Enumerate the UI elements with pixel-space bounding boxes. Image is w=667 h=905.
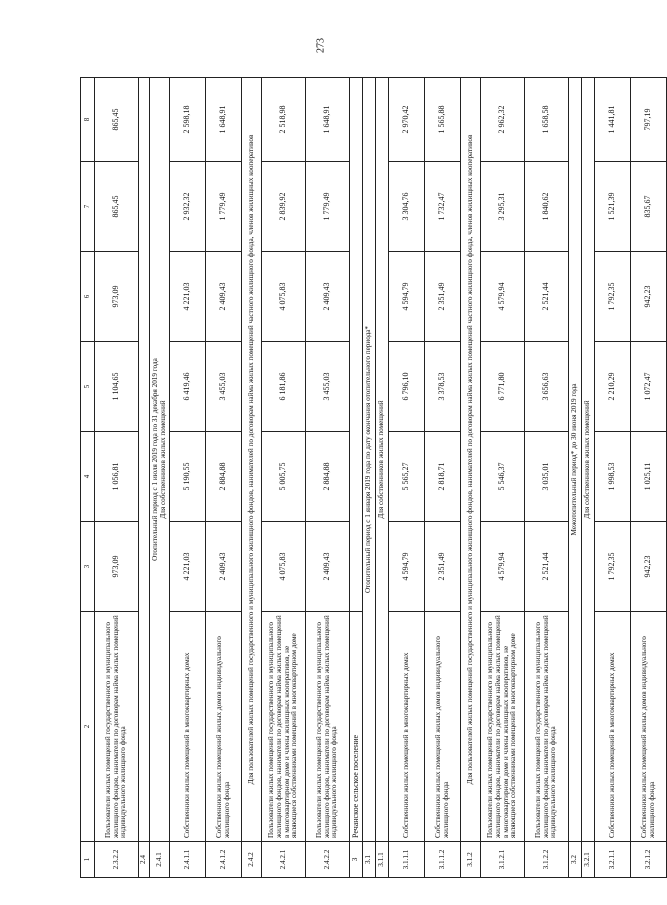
value-cell: 4 075,83 xyxy=(262,252,306,342)
value-cell: 3 378,53 xyxy=(425,342,461,432)
value-cell: 1 732,47 xyxy=(425,162,461,252)
value-cell: 865,45 xyxy=(95,162,139,252)
value-cell: 2 598,18 xyxy=(170,78,206,162)
row-code: 3.2 xyxy=(569,842,582,878)
value-cell: 5 565,27 xyxy=(389,432,425,522)
row-name: Пользователи жилых помещений государственного и муниципального жилищного фондов, наниматели по договорам найма жилых помещений индивидуального жилищного фонда xyxy=(525,612,569,842)
row-code: 2.4 xyxy=(139,842,150,878)
row-name: Пользователи жилых помещений государственного и муниципального жилищного фондов, наниматели по договорам найма жилых помещений индивидуального жилищного фонда xyxy=(95,612,139,842)
header-cell: 5 xyxy=(81,342,95,432)
value-cell: 3 295,31 xyxy=(481,162,525,252)
value-cell: 2 351,49 xyxy=(425,252,461,342)
value-cell: 1 792,35 xyxy=(595,522,631,612)
value-cell: 3 304,76 xyxy=(389,162,425,252)
row-code: 2.4.2.1 xyxy=(262,842,306,878)
value-cell: 1 779,49 xyxy=(306,162,350,252)
value-cell: 1 441,81 xyxy=(595,78,631,162)
row-name: Собственники жилых помещений в многоквартирных домах xyxy=(389,612,425,842)
row-name: Собственники жилых помещений жилых домов индивидуального жилищного фонда xyxy=(631,612,667,842)
table-row xyxy=(389,78,425,878)
table-row xyxy=(139,78,150,878)
value-cell: 1 056,81 xyxy=(95,432,139,522)
value-cell: 2 409,43 xyxy=(206,522,242,612)
row-code: 3.2.1 xyxy=(582,842,595,878)
value-cell: 1 521,39 xyxy=(595,162,631,252)
section-header xyxy=(582,78,595,842)
value-cell: 4 075,83 xyxy=(262,522,306,612)
settlement-name: Речанское сельское поселение xyxy=(350,612,363,842)
value-cell: 2 521,44 xyxy=(525,252,569,342)
table-row xyxy=(350,78,363,878)
value-cell: 1 648,91 xyxy=(206,78,242,162)
value-cell: 797,19 xyxy=(631,78,667,162)
value-cell: 2 521,44 xyxy=(525,522,569,612)
value-cell: 973,09 xyxy=(95,522,139,612)
value-cell: 4 221,03 xyxy=(170,522,206,612)
section-header xyxy=(376,78,389,842)
row-code: 3.1.1.1 xyxy=(389,842,425,878)
value-cell: 1 998,53 xyxy=(595,432,631,522)
value-cell: 865,45 xyxy=(95,78,139,162)
section-text: Для пользователей жилых помещений государственного и муниципального жилищного фондов, нанимателей по договорам найма жилых помещений частного жилищного фонда, членов жилищных кооперативов xyxy=(246,134,255,785)
row-code: 3.1.2.2 xyxy=(525,842,569,878)
row-code: 2.3.2.2 xyxy=(95,842,139,878)
value-cell: 1 072,47 xyxy=(631,342,667,432)
value-cell: 835,67 xyxy=(631,162,667,252)
tariff-table xyxy=(80,77,667,878)
value-cell: 2 210,29 xyxy=(595,342,631,432)
table-row xyxy=(170,78,206,878)
row-code: 3.1.2.1 xyxy=(481,842,525,878)
row-name: Собственники жилых помещений жилых домов индивидуального жилищного фонда xyxy=(425,612,461,842)
row-name: Собственники жилых помещений в многоквартирных домах xyxy=(595,612,631,842)
table-row xyxy=(376,78,389,878)
value-cell: 1 658,58 xyxy=(525,78,569,162)
section-header xyxy=(569,78,582,842)
row-code: 3.1.1.2 xyxy=(425,842,461,878)
table-row xyxy=(306,78,350,878)
table-row xyxy=(95,78,139,878)
period-heading: Отопительный период с 1 июля 2019 года по 31 декабря 2019 года xyxy=(150,358,159,561)
value-cell: 1 025,11 xyxy=(631,432,667,522)
value-cell: 2 518,98 xyxy=(262,78,306,162)
row-code: 3.1.2 xyxy=(461,842,481,878)
row-code: 3.1.1 xyxy=(376,842,389,878)
value-cell: 1 565,88 xyxy=(425,78,461,162)
section-text: Для собственников жилых помещений xyxy=(377,400,386,519)
table-body xyxy=(81,78,667,878)
value-cell: 6 181,86 xyxy=(262,342,306,432)
table-row xyxy=(425,78,461,878)
value-cell: 1 104,65 xyxy=(95,342,139,432)
value-cell: 4 594,79 xyxy=(389,252,425,342)
row-name: Собственники жилых помещений жилых домов индивидуального жилищного фонда xyxy=(206,612,242,842)
section-text: Для пользователей жилых помещений государственного и муниципального жилищного фондов, нанимателей по договорам найма жилых помещений частного жилищного фонда, членов жилищных кооперативов xyxy=(465,134,474,785)
section-text: Для собственников жилых помещений xyxy=(583,400,592,519)
row-code: 3.1 xyxy=(363,842,376,878)
header-cell: 1 xyxy=(81,842,95,878)
value-cell: 3 035,01 xyxy=(525,432,569,522)
row-code: 3.2.1.2 xyxy=(631,842,667,878)
section-text: Межотопительный период* до 30 июня 2019 года xyxy=(570,383,579,536)
row-code: 2.4.1.1 xyxy=(170,842,206,878)
row-code: 2.4.2 xyxy=(242,842,262,878)
table-row xyxy=(525,78,569,878)
row-code: 2.4.2.2 xyxy=(306,842,350,878)
header-cell: 8 xyxy=(81,78,95,162)
header-cell: 4 xyxy=(81,432,95,522)
value-cell: 2 409,43 xyxy=(306,522,350,612)
value-cell: 1 792,35 xyxy=(595,252,631,342)
section-header xyxy=(150,78,170,842)
section-header xyxy=(363,78,376,842)
row-name: Пользователи жилых помещений государственного и муниципального жилищного фондов, наниматели по договорам найма жилых помещений в многоквартирном доме и члены жилищных кооперативов, не являющиеся собственниками помещений в многоквартирном доме xyxy=(481,612,525,842)
header-cell: 2 xyxy=(81,612,95,842)
section-header xyxy=(242,78,262,842)
value-cell: 2 351,49 xyxy=(425,522,461,612)
value-cell: 3 455,03 xyxy=(206,342,242,432)
value-cell: 2 970,42 xyxy=(389,78,425,162)
value-cell: 5 546,37 xyxy=(481,432,525,522)
value-cell: 2 839,92 xyxy=(262,162,306,252)
table-row xyxy=(363,78,376,878)
header-row xyxy=(81,78,95,878)
empty-cell xyxy=(350,78,363,612)
row-name: Собственники жилых помещений в многоквартирных домах xyxy=(170,612,206,842)
table-row xyxy=(481,78,525,878)
table-row xyxy=(461,78,481,878)
header-cell: 7 xyxy=(81,162,95,252)
row-code: 3.2.1.1 xyxy=(595,842,631,878)
value-cell: 2 884,88 xyxy=(206,432,242,522)
value-cell: 4 594,79 xyxy=(389,522,425,612)
value-cell: 1 840,62 xyxy=(525,162,569,252)
value-cell: 6 796,10 xyxy=(389,342,425,432)
table-row xyxy=(242,78,262,878)
table-row xyxy=(150,78,170,878)
header-cell: 6 xyxy=(81,252,95,342)
value-cell: 4 579,94 xyxy=(481,522,525,612)
value-cell: 5 005,75 xyxy=(262,432,306,522)
empty-cell xyxy=(139,78,150,842)
row-code: 2.4.1.2 xyxy=(206,842,242,878)
value-cell: 1 779,49 xyxy=(206,162,242,252)
value-cell: 3 455,03 xyxy=(306,342,350,432)
value-cell: 2 884,88 xyxy=(306,432,350,522)
table-row xyxy=(569,78,582,878)
table-row xyxy=(206,78,242,878)
table-row xyxy=(262,78,306,878)
table-row xyxy=(582,78,595,878)
value-cell: 1 648,91 xyxy=(306,78,350,162)
row-code: 2.4.1 xyxy=(150,842,170,878)
value-cell: 4 221,03 xyxy=(170,252,206,342)
value-cell: 942,23 xyxy=(631,252,667,342)
row-name: Пользователи жилых помещений государственного и муниципального жилищного фондов, наниматели по договорам найма жилых помещений индивидуального жилищного фонда xyxy=(306,612,350,842)
table-row xyxy=(595,78,631,878)
section-header xyxy=(461,78,481,842)
row-code: 3 xyxy=(350,842,363,878)
value-cell: 6 419,46 xyxy=(170,342,206,432)
tariff-table-rotated xyxy=(80,78,656,878)
value-cell: 2 962,32 xyxy=(481,78,525,162)
value-cell: 2 409,43 xyxy=(206,252,242,342)
value-cell: 6 771,80 xyxy=(481,342,525,432)
value-cell: 973,09 xyxy=(95,252,139,342)
value-cell: 2 409,43 xyxy=(306,252,350,342)
value-cell: 3 656,63 xyxy=(525,342,569,432)
table-row xyxy=(631,78,667,878)
value-cell: 942,23 xyxy=(631,522,667,612)
value-cell: 4 579,94 xyxy=(481,252,525,342)
section-text: Отопительный период с 1 января 2019 года по дату окончания отопительного периода* xyxy=(364,325,373,594)
value-cell: 2 818,71 xyxy=(425,432,461,522)
value-cell: 5 190,55 xyxy=(170,432,206,522)
page-number: 273 xyxy=(315,38,327,53)
row-name: Пользователи жилых помещений государственного и муниципального жилищного фондов, наниматели по договорам найма жилых помещений в многоквартирном доме и члены жилищных кооперативов, не являющиеся собственниками помещений в многоквартирном доме xyxy=(262,612,306,842)
value-cell: 2 932,32 xyxy=(170,162,206,252)
section-text: Для собственников жилых помещений xyxy=(158,400,167,519)
header-cell: 3 xyxy=(81,522,95,612)
